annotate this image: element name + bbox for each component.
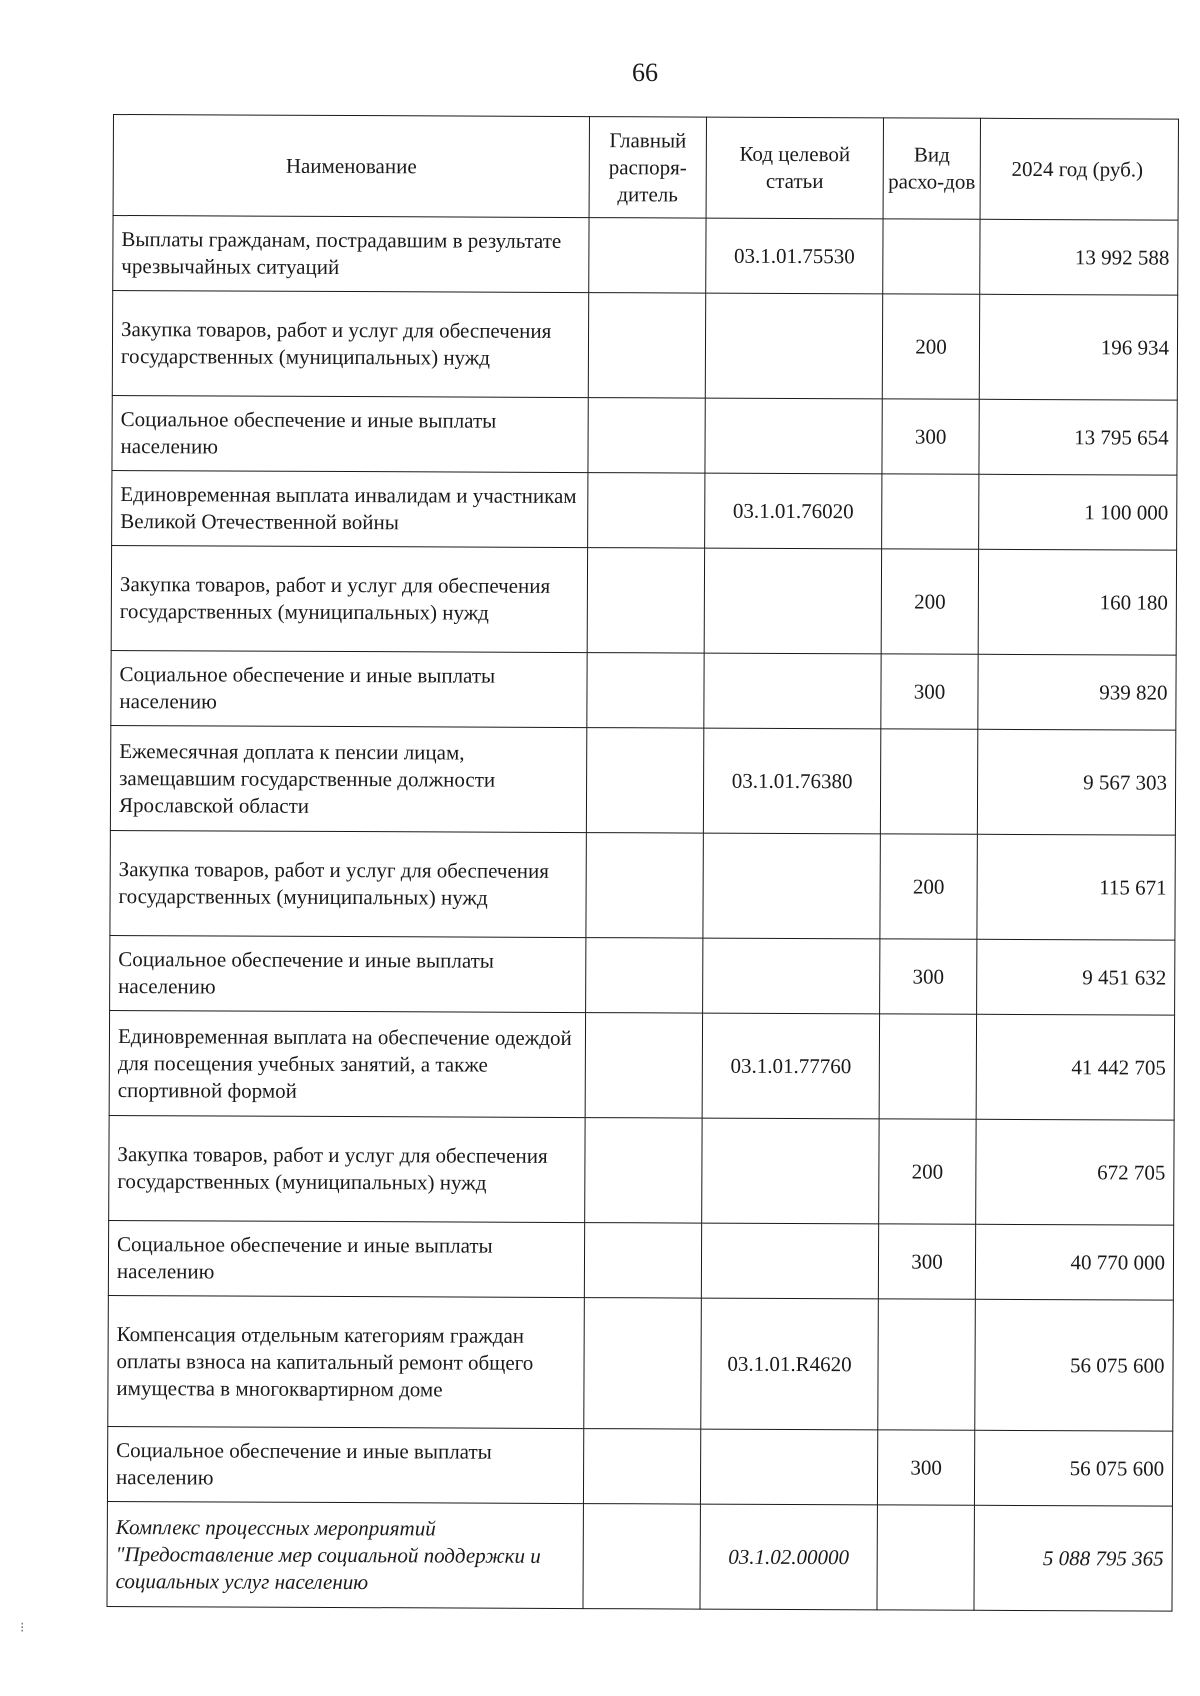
row-sum: 939 820 xyxy=(978,654,1176,730)
row-sum: 5 088 795 365 xyxy=(974,1505,1172,1611)
row-vid xyxy=(883,219,980,294)
table-row xyxy=(112,470,1177,550)
table-row xyxy=(109,1115,1174,1225)
row-sum: 13 992 588 xyxy=(980,219,1178,295)
row-vid: 200 xyxy=(880,834,977,939)
table-row xyxy=(111,545,1176,655)
row-vid: 300 xyxy=(880,939,977,1014)
scan-artifact: ⁝ xyxy=(20,1620,25,1636)
table-row xyxy=(108,1220,1173,1300)
row-name: Комплекс процессных мероприятий "Предоставление мер социальной поддержки и социальных услуг населению xyxy=(107,1501,583,1608)
row-sum: 1 100 000 xyxy=(979,474,1177,550)
row-code xyxy=(702,1118,879,1224)
row-vid xyxy=(878,1299,976,1430)
header-expense-type: Вид расхо-дов xyxy=(883,118,980,219)
header-name: Наименование xyxy=(113,115,589,218)
row-sum: 160 180 xyxy=(978,549,1176,655)
row-code xyxy=(704,548,881,654)
row-vid: 300 xyxy=(878,1224,975,1299)
table-row xyxy=(113,216,1178,296)
row-name: Выплаты гражданам, пострадавшим в результате чрезвычайных ситуаций xyxy=(113,216,589,293)
row-sum: 41 442 705 xyxy=(976,1014,1174,1120)
row-vid: 200 xyxy=(879,1119,976,1224)
row-name: Закупка товаров, работ и услуг для обеспечения государственных (муниципальных) нужд xyxy=(112,291,588,398)
row-name: Единовременная выплата на обеспечение одеждой для посещения учебных занятий, а также спортивной формой xyxy=(109,1010,585,1117)
row-sum: 115 671 xyxy=(977,834,1175,940)
row-chief xyxy=(585,1013,702,1119)
row-vid: 300 xyxy=(881,654,978,729)
table-row xyxy=(107,1426,1172,1506)
row-code: 03.1.02.00000 xyxy=(700,1504,877,1610)
table-row xyxy=(110,830,1175,940)
row-chief xyxy=(589,218,706,294)
header-year-2024: 2024 год (руб.) xyxy=(980,118,1178,220)
row-chief xyxy=(585,1118,702,1224)
budget-table xyxy=(106,114,1179,1612)
table-row xyxy=(112,395,1177,475)
row-sum: 9 567 303 xyxy=(977,729,1175,835)
row-sum: 9 451 632 xyxy=(977,939,1175,1015)
row-name: Ежемесячная доплата к пенсии лицам, замещавшим государственные должности Ярославской области xyxy=(110,725,586,832)
row-code xyxy=(705,293,882,399)
row-name: Социальное обеспечение и иные выплаты населению xyxy=(111,650,587,727)
row-sum: 13 795 654 xyxy=(979,399,1177,475)
table-row xyxy=(109,1010,1174,1120)
table-row xyxy=(108,1295,1174,1431)
row-chief xyxy=(584,1298,702,1430)
row-sum: 40 770 000 xyxy=(975,1224,1173,1300)
table-header-row xyxy=(113,115,1178,221)
row-name: Компенсация отдельным категориям граждан оплаты взноса на капитальный ремонт общего имущества в многоквартирном доме xyxy=(108,1295,585,1428)
row-name: Закупка товаров, работ и услуг для обеспечения государственных (муниципальных) нужд xyxy=(111,545,587,652)
row-sum: 196 934 xyxy=(979,294,1177,400)
row-vid: 300 xyxy=(882,399,979,474)
row-name: Социальное обеспечение и иные выплаты населению xyxy=(110,935,586,1012)
row-name: Закупка товаров, работ и услуг для обеспечения государственных (муниципальных) нужд xyxy=(110,830,586,937)
row-sum: 56 075 600 xyxy=(974,1430,1172,1506)
table-row xyxy=(110,935,1175,1015)
row-code: 03.1.01.75530 xyxy=(706,218,883,294)
header-target-code: Код целевой статьи xyxy=(706,117,883,219)
row-vid xyxy=(877,1505,974,1610)
row-chief xyxy=(583,1429,700,1505)
row-chief xyxy=(586,938,703,1014)
row-code: 03.1.01.76020 xyxy=(705,473,882,549)
table-row xyxy=(112,291,1177,401)
row-vid xyxy=(879,1014,976,1119)
row-vid: 200 xyxy=(881,549,978,654)
row-chief xyxy=(584,1223,701,1299)
row-code xyxy=(703,938,880,1014)
row-sum: 672 705 xyxy=(976,1119,1174,1225)
row-code: 03.1.01.77760 xyxy=(702,1013,879,1119)
row-vid: 300 xyxy=(877,1430,974,1505)
row-code xyxy=(700,1429,877,1505)
row-name: Социальное обеспечение и иные выплаты населению xyxy=(108,1220,584,1297)
page-number: 66 xyxy=(632,58,658,87)
row-name: Закупка товаров, работ и услуг для обеспечения государственных (муниципальных) нужд xyxy=(109,1115,585,1222)
row-vid xyxy=(882,474,979,549)
row-vid xyxy=(880,729,977,834)
header-chief-manager: Главный распоря-дитель xyxy=(589,117,706,219)
row-code: 03.1.01.76380 xyxy=(703,728,880,834)
row-name: Единовременная выплата инвалидам и участникам Великой Отечественной войны xyxy=(112,470,588,547)
row-sum: 56 075 600 xyxy=(975,1299,1174,1431)
row-code xyxy=(701,1223,878,1299)
row-chief xyxy=(588,398,705,474)
row-chief xyxy=(586,728,703,834)
row-name: Социальное обеспечение и иные выплаты населению xyxy=(107,1426,583,1503)
row-code xyxy=(703,833,880,939)
row-name: Социальное обеспечение и иные выплаты населению xyxy=(112,395,588,472)
row-chief xyxy=(587,653,704,729)
row-code xyxy=(704,653,881,729)
row-chief xyxy=(587,548,704,654)
row-chief xyxy=(583,1504,700,1610)
table-row-subtotal xyxy=(107,1501,1172,1611)
row-vid: 200 xyxy=(882,294,979,399)
table-row xyxy=(110,725,1175,835)
table-row xyxy=(111,650,1176,730)
row-chief xyxy=(588,293,705,399)
row-chief xyxy=(588,473,705,549)
row-code: 03.1.01.R4620 xyxy=(701,1298,879,1430)
row-chief xyxy=(586,833,703,939)
row-code xyxy=(705,398,882,474)
